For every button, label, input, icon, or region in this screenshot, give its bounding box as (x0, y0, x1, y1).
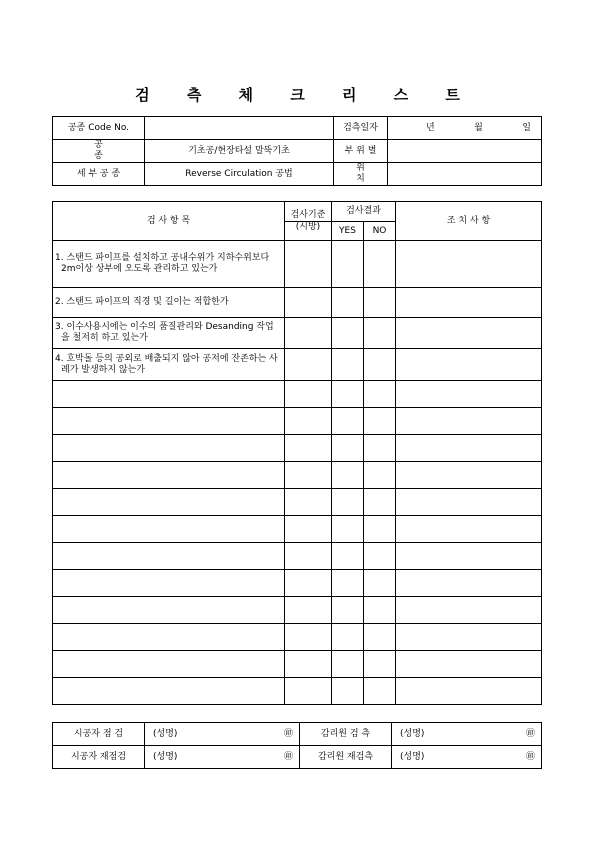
yes-cell[interactable] (332, 678, 364, 705)
contractor-check-signature[interactable] (145, 723, 300, 746)
name-placeholder: (성명) (400, 751, 425, 762)
contractor-recheck-signature[interactable] (145, 746, 300, 769)
standard-cell[interactable] (285, 489, 332, 516)
position-label: 위 치 (334, 163, 388, 186)
item-cell[interactable] (53, 624, 285, 651)
header-standard-sub: (시방) (285, 222, 332, 241)
action-cell[interactable] (396, 381, 542, 408)
table-row (53, 678, 542, 705)
header-item: 검 사 항 목 (53, 202, 285, 241)
yes-cell[interactable] (332, 435, 364, 462)
standard-cell[interactable] (285, 462, 332, 489)
no-cell[interactable] (364, 489, 396, 516)
standard-cell[interactable] (285, 570, 332, 597)
standard-cell[interactable] (285, 435, 332, 462)
table-row (53, 349, 542, 381)
page-title: 검 측 체 크 리 스 트 (135, 86, 476, 104)
action-cell[interactable] (396, 516, 542, 543)
position-value[interactable] (388, 163, 542, 186)
action-cell[interactable] (396, 435, 542, 462)
item-cell[interactable] (53, 435, 285, 462)
location-label: 부 위 별 (334, 140, 388, 163)
action-cell[interactable] (396, 489, 542, 516)
header-action: 조 치 사 항 (396, 202, 542, 241)
yes-cell[interactable] (332, 408, 364, 435)
checklist-table (52, 201, 542, 705)
action-cell[interactable] (396, 241, 542, 288)
standard-cell[interactable] (285, 651, 332, 678)
action-cell[interactable] (396, 597, 542, 624)
standard-cell[interactable] (285, 318, 332, 349)
info-table (52, 116, 542, 186)
yes-cell[interactable] (332, 381, 364, 408)
location-value[interactable] (388, 140, 542, 163)
no-cell[interactable] (364, 597, 396, 624)
yes-cell[interactable] (332, 318, 364, 349)
detail-value[interactable]: Reverse Circulation 공법 (145, 163, 334, 186)
work-label: 공 종 (53, 140, 145, 163)
supervisor-check-signature[interactable] (392, 723, 542, 746)
table-row (53, 651, 542, 678)
contractor-check-label: 시공자 점 검 (53, 723, 145, 746)
item-cell[interactable] (53, 516, 285, 543)
header-yes: YES (332, 222, 364, 241)
no-cell[interactable] (364, 543, 396, 570)
supervisor-check-label: 감리원 검 측 (300, 723, 392, 746)
no-cell[interactable] (364, 435, 396, 462)
day-label: 일 (522, 122, 531, 133)
header-no: NO (364, 222, 396, 241)
no-cell[interactable] (364, 288, 396, 318)
table-row (53, 624, 542, 651)
table-row (53, 241, 542, 288)
action-cell[interactable] (396, 318, 542, 349)
header-standard: 검사기준 (285, 202, 332, 222)
name-placeholder: (성명) (153, 728, 178, 739)
no-cell[interactable] (364, 516, 396, 543)
table-row (53, 570, 542, 597)
table-row (53, 489, 542, 516)
seal-icon: ㊞ (283, 728, 293, 739)
supervisor-recheck-label: 감리원 재검측 (300, 746, 392, 769)
action-cell[interactable] (396, 462, 542, 489)
action-cell[interactable] (396, 349, 542, 381)
action-cell[interactable] (396, 570, 542, 597)
no-cell[interactable] (364, 624, 396, 651)
check-item-1: 1. 스탠드 파이프를 설치하고 공내수위가 지하수위보다 2m이상 상부에 오도록 관리하고 있는가 (53, 241, 285, 288)
yes-cell[interactable] (332, 570, 364, 597)
table-row (53, 288, 542, 318)
standard-cell[interactable] (285, 241, 332, 288)
date-label: 검측일자 (334, 117, 388, 140)
standard-cell[interactable] (285, 408, 332, 435)
standard-cell[interactable] (285, 597, 332, 624)
table-row (53, 435, 542, 462)
item-cell[interactable] (53, 651, 285, 678)
contractor-recheck-label: 시공자 재점검 (53, 746, 145, 769)
action-cell[interactable] (396, 651, 542, 678)
yes-cell[interactable] (332, 349, 364, 381)
check-item-3: 3. 이수사용시에는 이수의 품질관리와 Desanding 작업을 철저히 하고 있는가 (53, 318, 285, 349)
month-label: 월 (474, 122, 483, 133)
no-cell[interactable] (364, 570, 396, 597)
name-placeholder: (성명) (153, 751, 178, 762)
date-value[interactable] (388, 117, 542, 140)
item-cell[interactable] (53, 678, 285, 705)
table-row (53, 408, 542, 435)
table-row (53, 597, 542, 624)
standard-cell[interactable] (285, 288, 332, 318)
work-value[interactable]: 기초공/현장타설 말뚝기초 (145, 140, 334, 163)
supervisor-recheck-signature[interactable] (392, 746, 542, 769)
table-row (53, 543, 542, 570)
table-row (53, 318, 542, 349)
table-row (53, 462, 542, 489)
item-cell[interactable] (53, 408, 285, 435)
signature-table (52, 722, 542, 769)
item-cell[interactable] (53, 462, 285, 489)
yes-cell[interactable] (332, 462, 364, 489)
seal-icon: ㊞ (525, 728, 535, 739)
yes-cell[interactable] (332, 241, 364, 288)
no-cell[interactable] (364, 408, 396, 435)
yes-cell[interactable] (332, 624, 364, 651)
yes-cell[interactable] (332, 288, 364, 318)
item-cell[interactable] (53, 543, 285, 570)
yes-cell[interactable] (332, 651, 364, 678)
standard-cell[interactable] (285, 349, 332, 381)
detail-label: 세 부 공 종 (53, 163, 145, 186)
code-value[interactable] (145, 117, 334, 140)
yes-cell[interactable] (332, 543, 364, 570)
standard-cell[interactable] (285, 381, 332, 408)
standard-cell[interactable] (285, 543, 332, 570)
yes-cell[interactable] (332, 489, 364, 516)
standard-cell[interactable] (285, 624, 332, 651)
action-cell[interactable] (396, 624, 542, 651)
action-cell[interactable] (396, 288, 542, 318)
action-cell[interactable] (396, 408, 542, 435)
check-item-4: 4. 호박돌 등의 공외로 배출되지 않아 공저에 잔존하는 사례가 발생하지 않는가 (53, 349, 285, 381)
action-cell[interactable] (396, 543, 542, 570)
standard-cell[interactable] (285, 516, 332, 543)
no-cell[interactable] (364, 349, 396, 381)
table-row (53, 516, 542, 543)
item-cell[interactable] (53, 489, 285, 516)
table-row (53, 381, 542, 408)
item-cell[interactable] (53, 597, 285, 624)
seal-icon: ㊞ (525, 751, 535, 762)
check-item-2: 2. 스탠드 파이프의 직경 및 길이는 적합한가 (53, 288, 285, 318)
no-cell[interactable] (364, 651, 396, 678)
no-cell[interactable] (364, 241, 396, 288)
no-cell[interactable] (364, 462, 396, 489)
code-label: 공종 Code No. (53, 117, 145, 140)
no-cell[interactable] (364, 318, 396, 349)
no-cell[interactable] (364, 381, 396, 408)
action-cell[interactable] (396, 678, 542, 705)
no-cell[interactable] (364, 678, 396, 705)
item-cell[interactable] (53, 570, 285, 597)
seal-icon: ㊞ (283, 751, 293, 762)
item-cell[interactable] (53, 381, 285, 408)
header-result: 검사결과 (332, 202, 396, 222)
yes-cell[interactable] (332, 516, 364, 543)
standard-cell[interactable] (285, 678, 332, 705)
year-label: 년 (426, 122, 435, 133)
name-placeholder: (성명) (400, 728, 425, 739)
yes-cell[interactable] (332, 597, 364, 624)
